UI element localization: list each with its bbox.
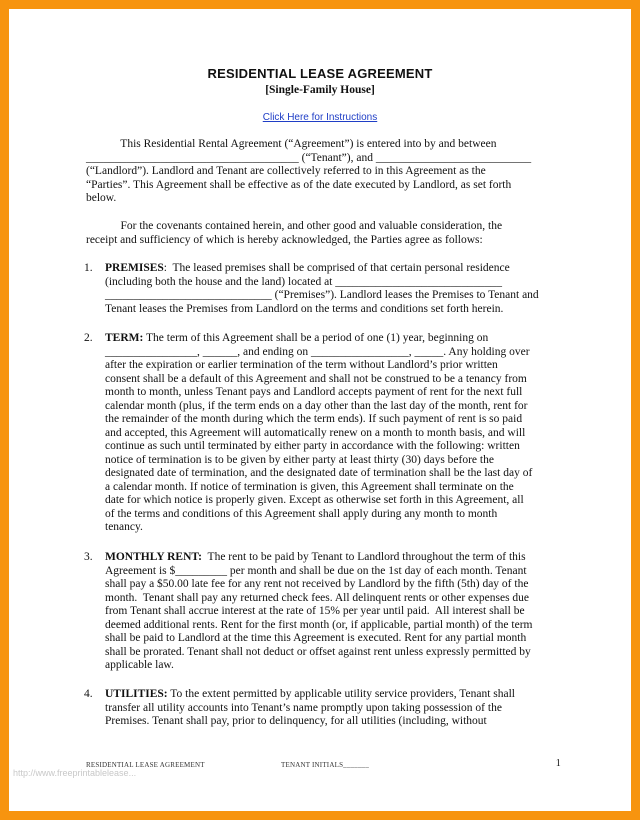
recital-line: receipt and sufficiency of which is hereby acknowledged, the Parties agree as follows:	[86, 233, 483, 246]
section-line: shall be paid to Landlord at the time this Agreement is executed. Rent for any partial month	[105, 632, 527, 644]
section-number: 3.	[84, 551, 93, 563]
section-number: 4.	[84, 688, 93, 700]
section-line: a calendar month. If notice of termination is given, this Agreement shall terminate on the	[105, 480, 514, 493]
section-number: 2.	[84, 332, 93, 344]
section-heading: TERM:	[105, 332, 144, 344]
section-line: month. Tenant shall pay any returned check fees. All delinquent rents or other expenses due	[105, 591, 530, 604]
intro-line: (“Landlord”). Landlord and Tenant are collectively referred to in this Agreement as the	[86, 165, 486, 177]
watermark-url: http://www.freeprintablelease...	[13, 768, 137, 778]
section-line: consent shall be a default of this Agreement and shall not be construed to be a tenancy from	[105, 372, 527, 385]
section-line: designated date of termination, and the designated date of termination shall be the last day of	[105, 467, 533, 479]
recital-paragraph	[86, 220, 554, 247]
document-title: RESIDENTIAL LEASE AGREEMENT	[207, 66, 433, 81]
section-line: shall pay a $50.00 late fee for any rent not received by Landlord by the fifth (5th) day of the	[105, 578, 529, 590]
section-line: date for which notice is properly given. Except as otherwise set forth in this Agreement, all	[105, 494, 524, 506]
section-line: after the expiration or earlier termination of the term without Landlord’s prior written	[105, 359, 498, 371]
intro-paragraph	[86, 138, 554, 206]
section-first-line: To the extent permitted by applicable utility service providers, Tenant shall	[167, 688, 515, 700]
section-line: Agreement is $_________ per month and shall be due on the 1st day of each month. Tenant	[105, 564, 527, 577]
document-page	[9, 9, 631, 811]
section-line: Premises. Tenant shall pay, prior to delinquency, for all utilities (including, without	[105, 715, 487, 727]
intro-line: below.	[86, 192, 117, 204]
section-heading: MONTHLY RENT:	[105, 551, 203, 563]
footer-tenant-initials: TENANT INITIALS_______	[281, 761, 370, 769]
section-line: and accepted, this Agreement will automatically renew on a month to month basis, and will	[105, 426, 526, 439]
section-heading: PREMISES	[105, 262, 164, 274]
section-heading: UTILITIES:	[105, 688, 168, 700]
footer-document-name: RESIDENTIAL LEASE AGREEMENT	[86, 761, 205, 769]
section-first-line: : The leased premises shall be comprised of that certain personal residence	[163, 262, 510, 274]
section-line: applicable law.	[105, 659, 174, 671]
section-line: ________________, ______, and ending on _________________, _____. Any holding over	[105, 345, 530, 358]
section-line: continue as such until terminated by either party in accordance with the following: written	[105, 440, 520, 452]
section-line: from Tenant shall accrue interest at the rate of 15% per year until paid. All interest shall be	[105, 605, 525, 617]
section-line: shall be prorated. Tenant shall not deduct or offset against rent unless expressly permitted by	[105, 645, 531, 658]
section-number: 1.	[84, 262, 93, 274]
section-line: tenancy.	[105, 521, 143, 533]
section-line: the remainder of the month during which the term ends). If such payment of rent is so paid	[105, 413, 523, 425]
section-line: transfer all utility accounts into Tenant’s name promptly upon taking possession of the	[105, 701, 502, 714]
section-first-line: The term of this Agreement shall be a period of one (1) year, beginning on	[143, 332, 489, 344]
section-line: of the terms and conditions of this Agreement shall apply during any month to month	[105, 507, 498, 520]
section-first-line: The rent to be paid by Tenant to Landlord throughout the term of this	[202, 551, 526, 563]
section-line: deemed additional rents. Rent for the first month (or, if applicable, partial month) of the term	[105, 618, 533, 631]
section-line: Tenant leases the Premises from Landlord on the terms and conditions set forth herein.	[105, 302, 504, 315]
section-line: (including both the house and the land) located at _____________________________	[105, 275, 503, 288]
page-number: 1	[555, 758, 561, 769]
intro-line: This Residential Rental Agreement (“Agreement”) is entered into by and between	[86, 138, 497, 150]
intro-line: “Parties”. This Agreement shall be effective as of the date executed by Landlord, as set forth	[86, 178, 512, 191]
section-line: notice of termination is to be given by either party at least thirty (30) days before the	[105, 453, 494, 466]
section-line: calendar month (plus, if the term ends on a day other than the last day of the month, rent for	[105, 399, 528, 412]
intro-line: _____________________________________ (“Tenant”), and ___________________________	[86, 151, 532, 164]
section-line: month to month, unless Tenant pays and Landlord accepts payment of rent for the next full	[105, 386, 523, 398]
document-subtitle: [Single-Family House]	[265, 84, 375, 96]
section-line: _____________________________ (“Premises”). Landlord leases the Premises to Tenant and	[105, 289, 539, 301]
recital-line: For the covenants contained herein, and other good and valuable consideration, the	[86, 220, 503, 232]
instructions-link[interactable]: Click Here for Instructions	[262, 112, 378, 123]
